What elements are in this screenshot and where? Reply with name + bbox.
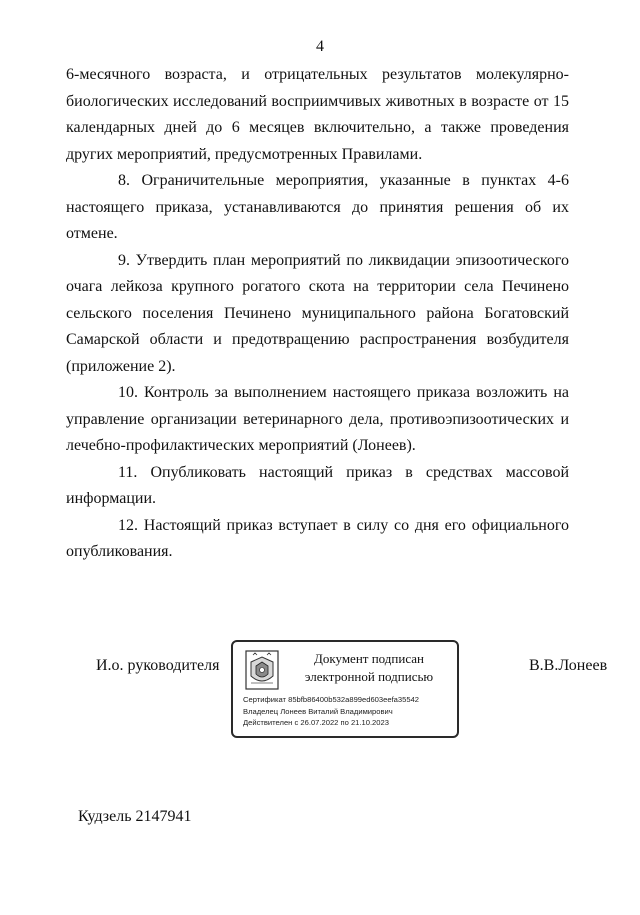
- signer-title: И.о. руководителя: [96, 657, 220, 674]
- paragraph-continuation: 6-месячного возраста, и отрицательных результатов молекулярно-биологических исследований восприимчивых животных в возрасте от 15 календарных дней до 6 месяцев включительно, а также проведения других мероприятий, предусмотренных Правилами.: [66, 66, 569, 163]
- esignature-heading: [285, 650, 453, 686]
- paragraph-item-8: 8. Ограничительные мероприятия, указанные в пунктах 4-6 настоящего приказа, устанавливаются до принятия решения об их отмене.: [66, 172, 569, 242]
- electronic-signature-stamp: [231, 640, 459, 738]
- esignature-heading-line-1: Документ подписан: [314, 651, 424, 666]
- paragraph-item-11: 11. Опубликовать настоящий приказ в средствах массовой информации.: [66, 463, 569, 507]
- signer-name: В.В.Лонеев: [529, 657, 608, 674]
- document-body: [66, 62, 569, 566]
- esignature-details: [243, 694, 457, 729]
- executor-note: Кудзель 2147941: [78, 808, 192, 825]
- coat-of-arms-icon: [245, 650, 279, 690]
- esignature-validity: Действителен с 26.07.2022 по 21.10.2023: [243, 718, 389, 727]
- esignature-certificate: Сертификат 85bfb86400b532a899ed603eefa35542: [243, 695, 420, 704]
- esignature-heading-line-2: электронной подписью: [304, 669, 434, 684]
- esignature-owner: Владелец Лонеев Виталий Владимирович: [243, 706, 393, 716]
- paragraph-item-10: 10. Контроль за выполнением настоящего приказа возложить на управление организации ветеринарного дела, противоэпизоотических и лечебно-профилактических мероприятий (Лонеев).: [66, 384, 569, 454]
- paragraph-item-12: 12. Настоящий приказ вступает в силу со дня его официального опубликования.: [66, 516, 569, 560]
- paragraph-item-9: 9. Утвердить план мероприятий по ликвидации эпизоотического очага лейкоза крупного рогатого скота на территории села Печинено сельского поселения Печинено муниципального района Богатовский Самарской области и предотвращению распространения возбудителя (приложение 2).: [66, 251, 569, 375]
- page-number: 4: [316, 38, 324, 55]
